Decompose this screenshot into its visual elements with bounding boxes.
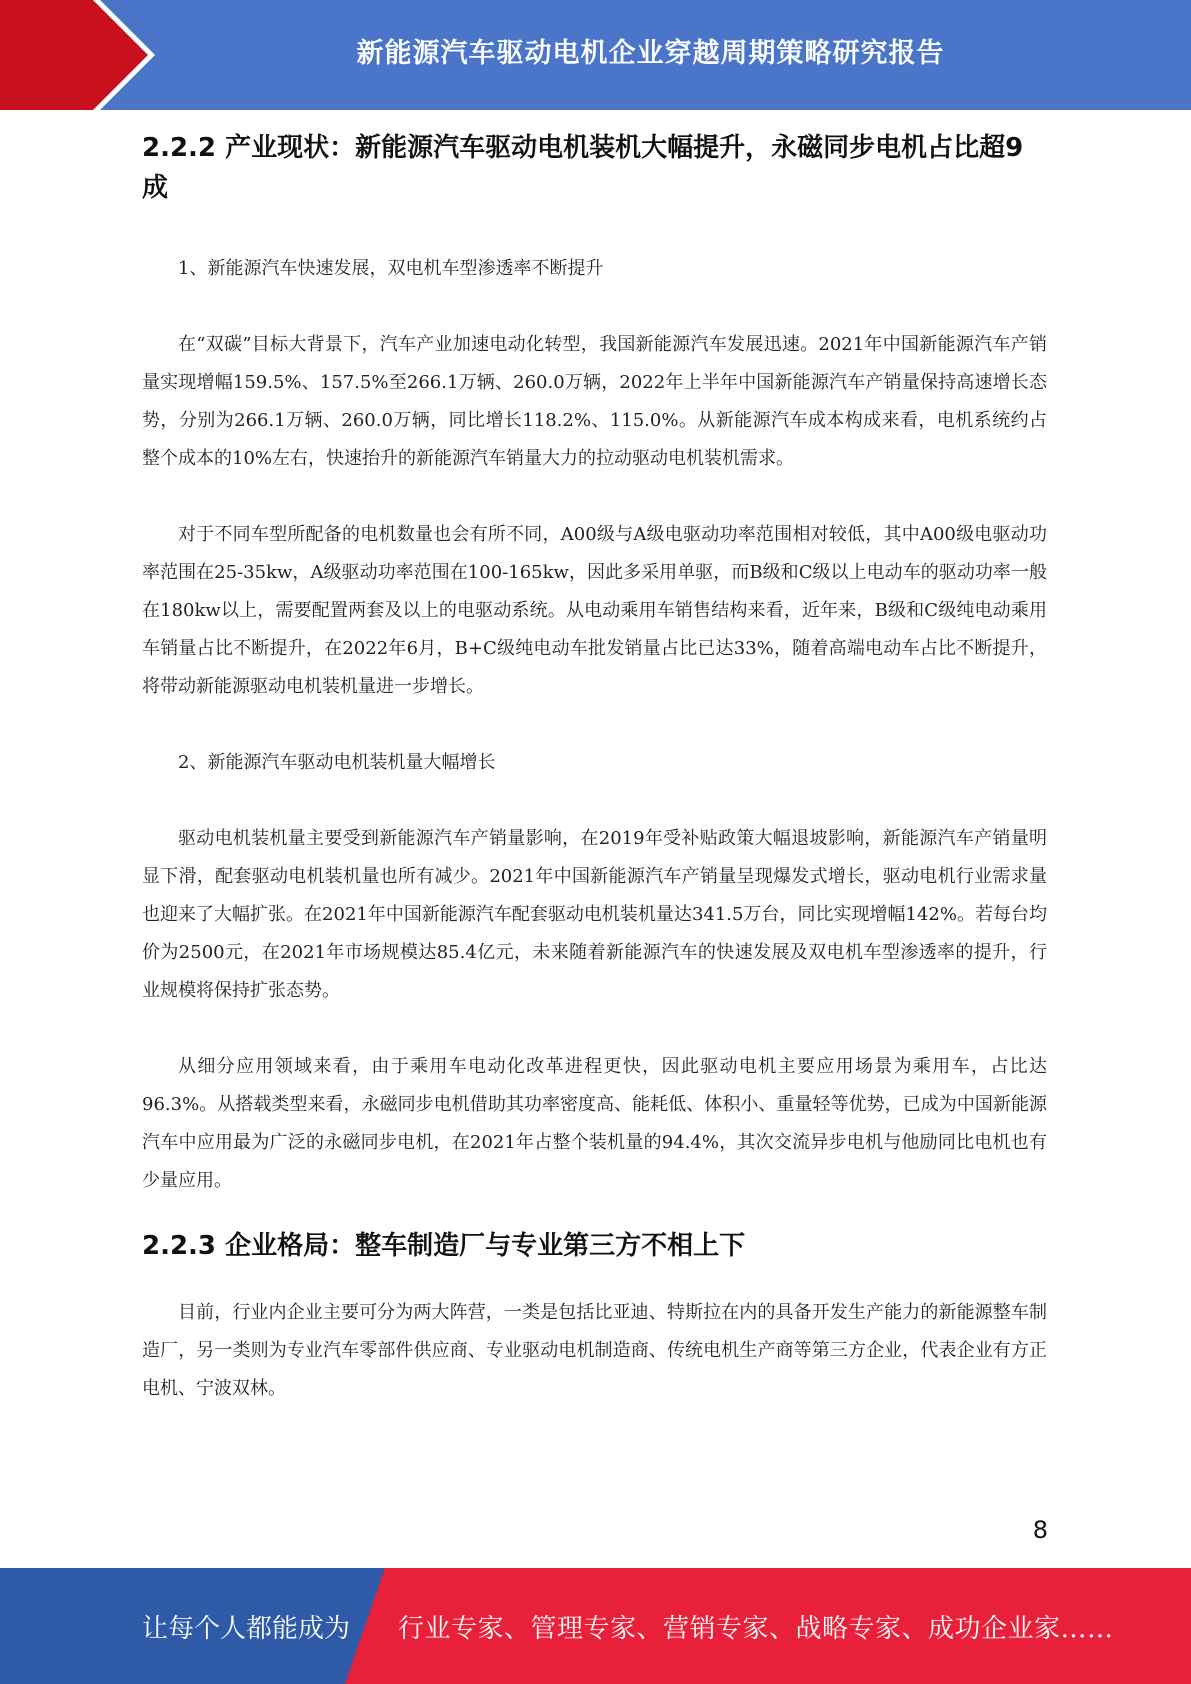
paragraph: 在“双碳”目标大背景下，汽车产业加速电动化转型，我国新能源汽车发展迅速。2021年中国新能源汽车产销量实现增幅159.5%、157.5%至266.1万辆、260.0万辆，2022年上半年中国新能源汽车产销量保持高速增长态势，分别为266.1万辆、260.0万辆，同比增长118.2%、115.0%。从新能源汽车成本构成来看，电机系统约占整个成本的10%左右，快速抬升的新能源汽车销量大力的拉动驱动电机装机需求。 xyxy=(142,334,1047,469)
subheading-1: 1、新能源汽车快速发展，双电机车型渗透率不断提升 xyxy=(178,258,604,279)
page-header xyxy=(0,0,1191,110)
page-number: 8 xyxy=(1032,1516,1048,1544)
section-heading-2-2-3: 2.2.3 企业格局：整车制造厂与专业第三方不相上下 xyxy=(142,1231,746,1261)
footer-slogan-left: 让每个人都能成为 xyxy=(142,1613,351,1644)
subheading-2: 2、新能源汽车驱动电机装机量大幅增长 xyxy=(178,752,496,773)
paragraph: 对于不同车型所配备的电机数量也会有所不同，A00级与A级电驱动功率范围相对较低，其中A00级电驱动功率范围在25-35kw，A级驱动功率范围在100-165kw，因此多采用单驱，而B级和C级以上电动车的驱动功率一般在180kw以上，需要配置两套及以上的电驱动系统。从电动乘用车销售结构来看，近年来，B级和C级纯电动乘用车销量占比不断提升，在2022年6月，B+C级纯电动车批发销量占比已达33%，随着高端电动车占比不断提升，将带动新能源驱动电机装机量进一步增长。 xyxy=(142,524,1047,697)
paragraph: 目前，行业内企业主要可分为两大阵营，一类是包括比亚迪、特斯拉在内的具备开发生产能力的新能源整车制造厂，另一类则为专业汽车零部件供应商、专业驱动电机制造商、传统电机生产商等第三方企业，代表企业有方正电机、宁波双林。 xyxy=(142,1302,1047,1399)
page-content xyxy=(142,128,1047,1408)
page-footer xyxy=(0,1568,1191,1684)
paragraph: 驱动电机装机量主要受到新能源汽车产销量影响，在2019年受补贴政策大幅退坡影响，新能源汽车产销量明显下滑，配套驱动电机装机量也所有减少。2021年中国新能源汽车产销量呈现爆发式增长，驱动电机行业需求量也迎来了大幅扩张。在2021年中国新能源汽车配套驱动电机装机量达341.5万台，同比实现增幅142%。若每台均价为2500元，在2021年市场规模达85.4亿元，未来随着新能源汽车的快速发展及双电机车型渗透率的提升，行业规模将保持扩张态势。 xyxy=(142,828,1047,1001)
report-title: 新能源汽车驱动电机企业穿越周期策略研究报告 xyxy=(356,37,945,69)
footer-slogan-right: 行业专家、管理专家、营销专家、战略专家、成功企业家…… xyxy=(398,1613,1114,1644)
paragraph: 从细分应用领域来看，由于乘用车电动化改革进程更快，因此驱动电机主要应用场景为乘用车，占比达96.3%。从搭载类型来看，永磁同步电机借助其功率密度高、能耗低、体积小、重量轻等优势，已成为中国新能源汽车中应用最为广泛的永磁同步电机，在2021年占整个装机量的94.4%，其次交流异步电机与他励同比电机也有少量应用。 xyxy=(142,1056,1047,1191)
section-heading-2-2-2: 2.2.2 产业现状：新能源汽车驱动电机装机大幅提升，永磁同步电机占比超9成 xyxy=(142,133,1024,203)
